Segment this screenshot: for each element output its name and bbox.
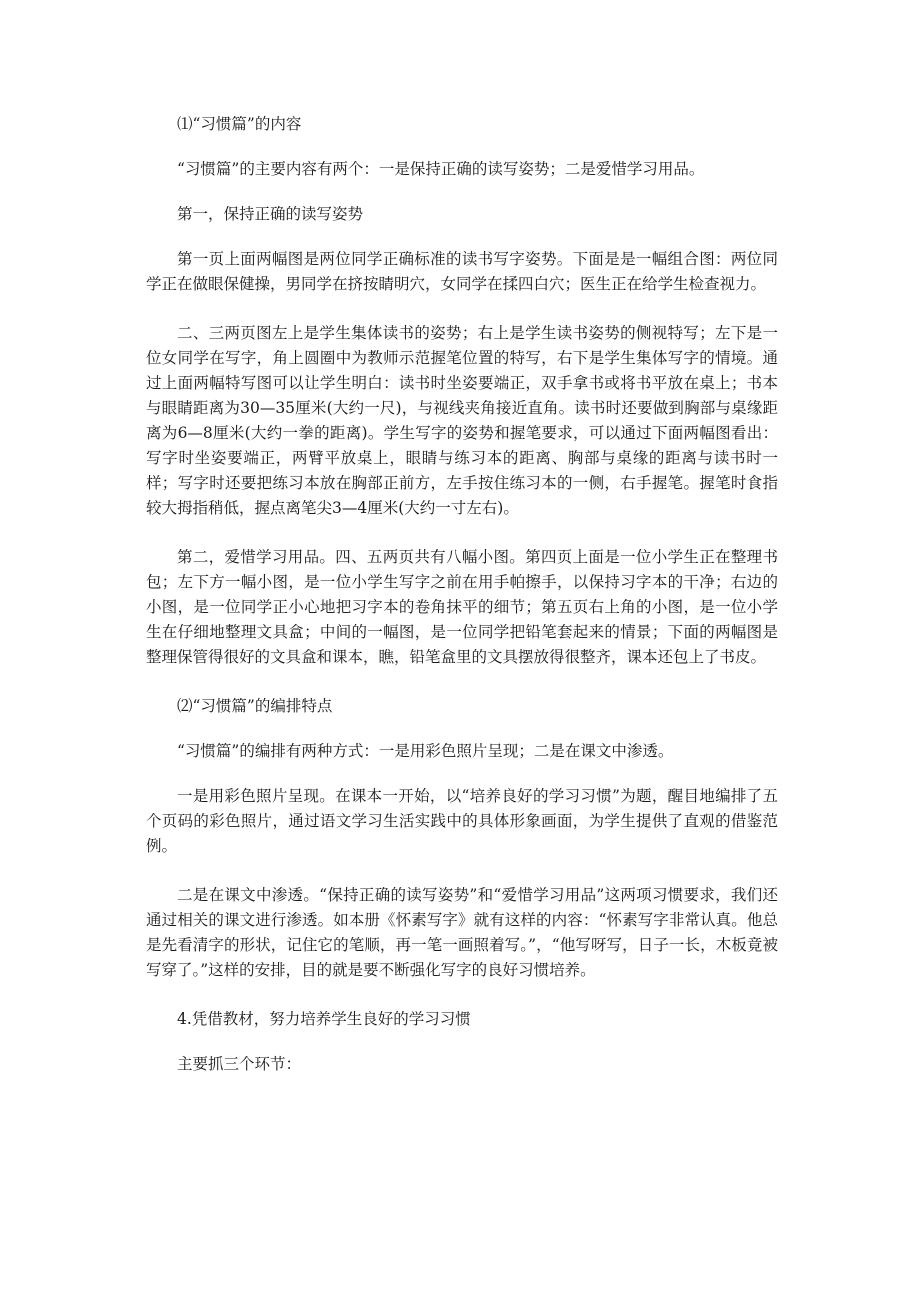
paragraph-page-one: 第一页上面两幅图是两位同学正确标准的读书写字姿势。下面是是一幅组合图：两位同学正在做眼保健操，男同学在挤按睛明穴，女同学在揉四白穴；医生正在给学生检查视力。	[146, 250, 778, 293]
paragraph-lesson-infusion: 二是在课文中渗透。“保持正确的读写姿势”和“爱惜学习用品”这两项习惯要求，我们还通过相关的课文进行渗透。如本册《怀素写字》就有这样的内容：“怀素写字非常认真。他总是先看清字的形状，记住它的笔顺，再一笔一画照着写。”，“他写呀写，日子一长，木板竟被写穿了。”这样的安排，目的就是要不断强化写字的良好习惯培养。	[146, 886, 778, 979]
paragraph-main-content: “习惯篇”的主要内容有两个：一是保持正确的读写姿势；二是爱惜学习用品。	[177, 160, 705, 178]
section-heading-cultivate-habits: 4.凭借教材，努力培养学生良好的学习习惯	[177, 1010, 471, 1028]
section-heading-arrangement: ⑵“习惯篇”的编排特点	[177, 697, 333, 715]
document-page	[146, 112, 778, 1097]
paragraph-three-links: 主要抓三个环节：	[177, 1055, 302, 1073]
paragraph-two-methods: “习惯篇”的编排有两种方式：一是用彩色照片呈现；二是在课文中渗透。	[177, 742, 674, 760]
paragraph-color-photos: 一是用彩色照片呈现。在课本一开始，以“培养良好的学习习惯”为题，醒目地编排了五个页码的彩色照片，通过语文学习生活实践中的具体形象画面，为学生提供了直观的借鉴范例。	[146, 787, 778, 855]
subheading-reading-posture: 第一，保持正确的读写姿势	[177, 205, 364, 223]
section-heading-habit-content: ⑴“习惯篇”的内容	[177, 115, 302, 133]
paragraph-school-supplies: 第二，爱惜学习用品。四、五两页共有八幅小图。第四页上面是一位小学生正在整理书包；左下方一幅小图，是一位小学生写字之前在用手帕擦手，以保持习字本的干净；右边的小图，是一位同学正小心地把习字本的卷角抹平的细节；第五页右上角的小图，是一位小学生在仔细地整理文具盒；中间的一幅图，是一位同学把铅笔套起来的情景；下面的两幅图是整理保管得很好的文具盒和课本，瞧，铅笔盒里的文具摆放得很整齐，课本还包上了书皮。	[146, 548, 778, 666]
paragraph-pages-two-three: 二、三两页图左上是学生集体读书的姿势；右上是学生读书姿势的侧视特写；左下是一位女同学在写字，角上圆圈中为教师示范握笔位置的特写，右下是学生集体写字的情境。通过上面两幅特写图可以让学生明白：读书时坐姿要端正，双手拿书或将书平放在桌上；书本与眼睛距离为30—35厘米(大约一尺)，与视线夹角接近直角。读书时还要做到胸部与桌缘距离为6—8厘米(大约一拳的距离)。学生写字的姿势和握笔要求，可以通过下面两幅图看出：写字时坐姿要端正，两臂平放桌上，眼睛与练习本的距离、胸部与桌缘的距离与读书时一样；写字时还要把练习本放在胸部正前方，左手按住练习本的一侧，右手握笔。握笔时食指较大拇指稍低，握点离笔尖3—4厘米(大约一寸左右)。	[146, 324, 778, 517]
